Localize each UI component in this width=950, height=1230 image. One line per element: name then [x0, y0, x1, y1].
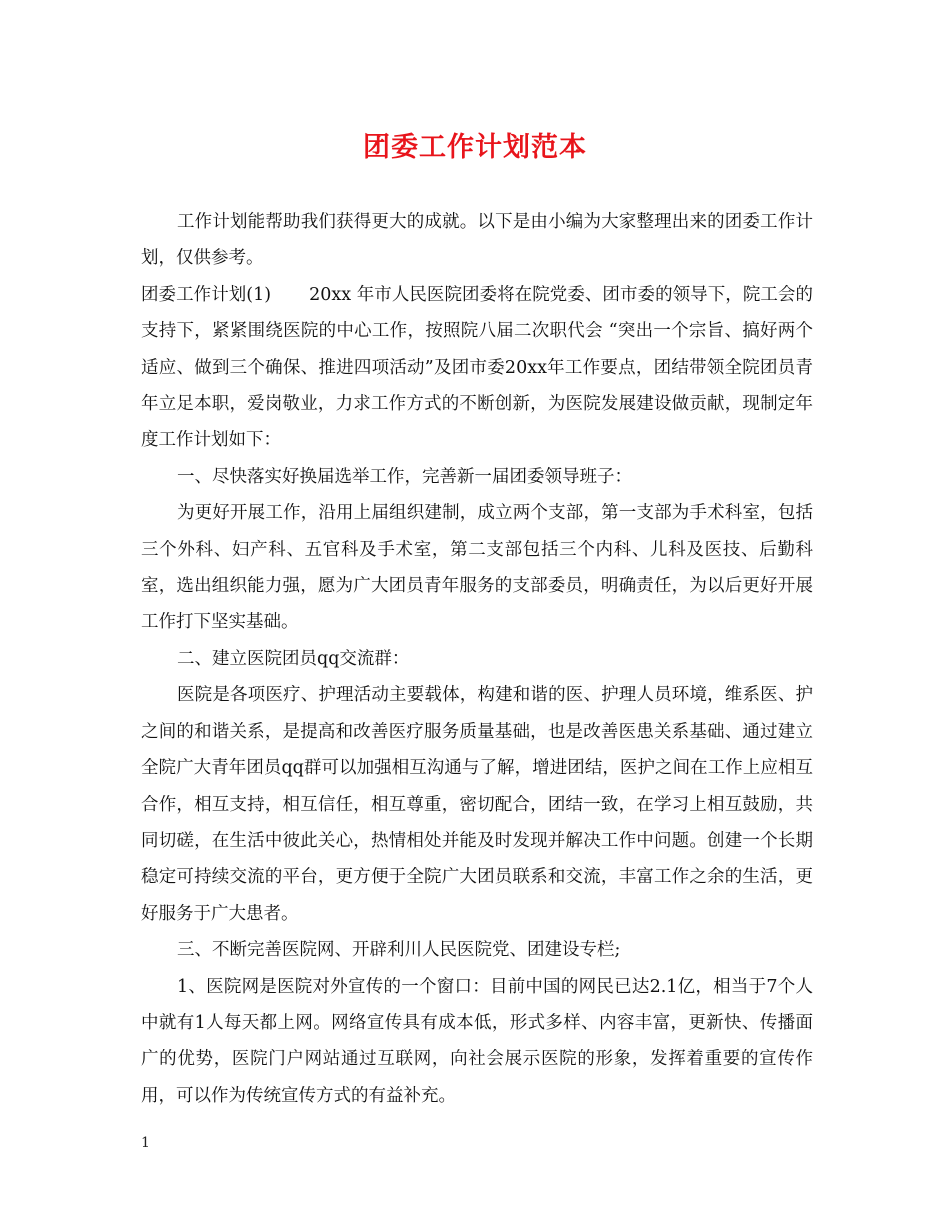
section-heading-2: 二、建立医院团员qq交流群：	[177, 648, 410, 669]
document-body	[141, 204, 813, 1114]
intro-paragraph: 工作计划能帮助我们获得更大的成就。以下是由小编为大家整理出来的团委工作计划，仅供参考。	[141, 212, 813, 269]
section-heading-3: 三、不断完善医院网、开辟利川人民医院党、团建设专栏;	[177, 940, 621, 961]
plan-heading: 团委工作计划(1)	[141, 284, 272, 305]
document-title: 团委工作计划范本	[363, 132, 587, 163]
plan-intro-text: 20xx 年市人民医院团委将在院党委、团市委的领导下，院工会的支持下，紧紧围绕医院的中心工作，按照院八届二次职代会 “突出一个宗旨、搞好两个适应、做到三个确保、推进四项活动”及团市委20xx年工作要点，团结带领全院团员青年立足本职，爱岗敬业，力求工作方式的不断创新，为医院发展建设做贡献，现制定年度工作计划如下：	[141, 284, 813, 451]
section-paragraph-3: 1、医院网是医院对外宣传的一个窗口：目前中国的网民已达2.1亿，相当于7个人中就有1人每天都上网。网络宣传具有成本低，形式多样、内容丰富，更新快、传播面广的优势，医院门户网站通过互联网，向社会展示医院的形象，发挥着重要的宣传作用，可以作为传统宣传方式的有益补充。	[141, 976, 813, 1106]
section-heading-1: 一、尽快落实好换届选举工作，完善新一届团委领导班子：	[177, 466, 632, 487]
page-number: 1	[141, 1135, 150, 1151]
plan-intro-paragraph	[141, 277, 813, 459]
section-paragraph-2: 医院是各项医疗、护理活动主要载体，构建和谐的医、护理人员环境，维系医、护之间的和谐关系，是提高和改善医疗服务质量基础，也是改善医患关系基础、通过建立全院广大青年团员qq群可以加强相互沟通与了解，增进团结，医护之间在工作上应相互合作，相互支持，相互信任，相互尊重，密切配合，团结一致，在学习上相互鼓励，共同切磋，在生活中彼此关心，热情相处并能及时发现并解决工作中问题。创建一个长期稳定可持续交流的平台，更方便于全院广大团员联系和交流，丰富工作之余的生活，更好服务于广大患者。	[141, 685, 813, 924]
section-paragraph-1: 为更好开展工作，沿用上届组织建制，成立两个支部，第一支部为手术科室，包括三个外科、妇产科、五官科及手术室，第二支部包括三个内科、儿科及医技、后勤科室，选出组织能力强，愿为广大团员青年服务的支部委员，明确责任，为以后更好开展工作打下坚实基础。	[141, 503, 813, 633]
